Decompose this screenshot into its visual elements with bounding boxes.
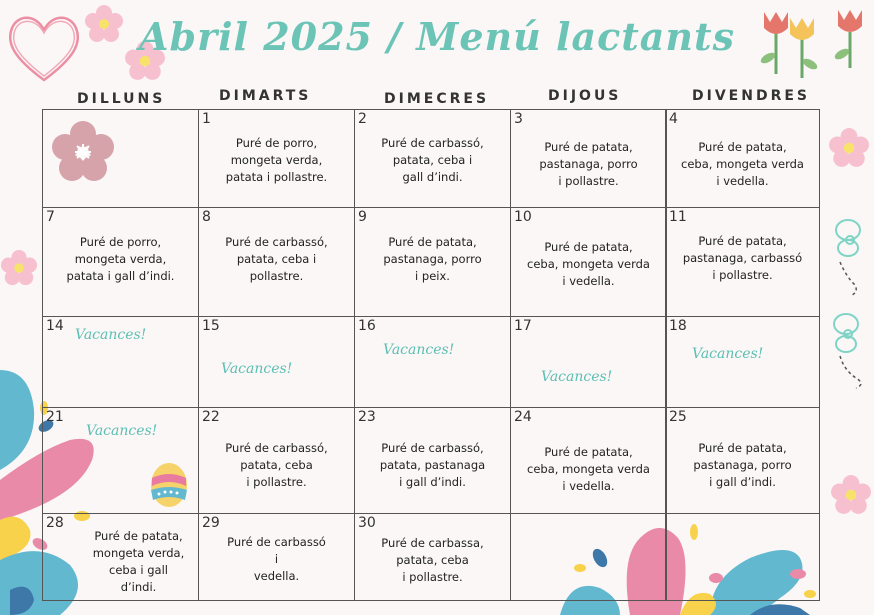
calendar-cell-empty (665, 513, 820, 601)
day-number: 24 (514, 409, 532, 425)
calendar-cell (354, 109, 511, 208)
menu-text: Puré de carbassó i vedella. (227, 535, 326, 583)
day-number: 14 (46, 318, 64, 334)
calendar-cell (198, 109, 355, 208)
calendar-cell (354, 207, 511, 317)
calendar-cell (354, 407, 511, 514)
menu-text: Puré de porro, mongeta verda, patata i pollastre. (225, 136, 328, 184)
day-header-wednesday: DIMECRES (384, 91, 490, 107)
holiday-label: Vacances! (541, 369, 613, 385)
day-number: 9 (358, 209, 367, 225)
calendar-cell (510, 407, 667, 514)
holiday-label: Vacances! (221, 361, 293, 377)
day-number: 10 (514, 209, 532, 225)
calendar-cell (354, 513, 511, 601)
day-number: 7 (46, 209, 55, 225)
menu-text: Puré de patata, pastanaga, carbassó i pollastre. (682, 234, 803, 282)
menu-text: Puré de patata, mongeta verda, ceba i gall d’indi. (92, 529, 185, 594)
menu-text: Puré de patata, pastanaga, porro i pollastre. (539, 140, 638, 188)
calendar-cell (510, 109, 667, 208)
calendar-cell (198, 316, 355, 408)
day-number: 3 (514, 111, 523, 127)
menu-text: Puré de patata, ceba, mongeta verda i vedella. (681, 140, 804, 188)
calendar-cell (198, 207, 355, 317)
calendar-cell (42, 407, 199, 514)
calendar-cell (42, 207, 199, 317)
flower-icon (828, 127, 870, 169)
day-number: 25 (669, 409, 687, 425)
calendar-cell (665, 316, 820, 408)
calendar-cell (42, 316, 199, 408)
holiday-label: Vacances! (692, 346, 764, 362)
day-number: 22 (202, 409, 220, 425)
flower-icon (51, 120, 115, 184)
day-header-tuesday: DIMARTS (219, 88, 312, 104)
day-number: 21 (46, 409, 64, 425)
holiday-label: Vacances! (86, 423, 158, 439)
calendar-grid (42, 109, 820, 601)
menu-text: Puré de carbassó, patata, ceba i pollastre. (225, 441, 328, 489)
calendar-cell (198, 407, 355, 514)
butterfly-icon (826, 304, 872, 390)
flower-icon (830, 474, 872, 516)
day-header-friday: DIVENDRES (692, 88, 810, 104)
menu-text: Puré de patata, pastanaga, porro i gall d’indi. (693, 441, 792, 489)
day-number: 8 (202, 209, 211, 225)
day-number: 28 (46, 515, 64, 531)
calendar-cell-empty (510, 513, 667, 601)
menu-text: Puré de carbassa, patata, ceba i pollastre. (381, 536, 484, 584)
calendar-cell (665, 407, 820, 514)
menu-text: Puré de carbassó, patata, pastanaga i gall d’indi. (379, 441, 486, 489)
day-number: 23 (358, 409, 376, 425)
butterfly-icon (826, 210, 872, 300)
day-number: 16 (358, 318, 376, 334)
day-number: 4 (669, 111, 678, 127)
menu-text: Puré de patata, ceba, mongeta verda i vedella. (527, 240, 650, 288)
menu-text: Puré de patata, pastanaga, porro i peix. (383, 235, 482, 283)
calendar-cell (510, 207, 667, 317)
day-number: 15 (202, 318, 220, 334)
calendar-cell (42, 513, 199, 601)
calendar-cell (665, 109, 820, 208)
day-number: 29 (202, 515, 220, 531)
menu-text: Puré de patata, ceba, mongeta verda i vedella. (527, 445, 650, 493)
day-number: 2 (358, 111, 367, 127)
day-number: 30 (358, 515, 376, 531)
day-number: 18 (669, 318, 687, 334)
flower-icon (0, 249, 38, 287)
holiday-label: Vacances! (383, 342, 455, 358)
day-number: 11 (669, 209, 687, 225)
calendar-cell (354, 316, 511, 408)
calendar-cell (665, 207, 820, 317)
day-header-thursday: DIJOUS (548, 88, 622, 104)
day-number: 17 (514, 318, 532, 334)
calendar-cell (510, 316, 667, 408)
day-number: 1 (202, 111, 211, 127)
menu-text: Puré de carbassó, patata, ceba i gall d’indi. (381, 136, 484, 184)
easter-egg-icon (149, 460, 189, 508)
holiday-label: Vacances! (75, 327, 147, 343)
calendar-cell (198, 513, 355, 601)
menu-text: Puré de porro, mongeta verda, patata i gall d’indi. (66, 235, 175, 283)
menu-text: Puré de carbassó, patata, ceba i pollastre. (225, 235, 328, 283)
calendar-cell-empty (42, 109, 199, 208)
day-header-monday: DILLUNS (77, 91, 166, 107)
page-title: Abril 2025 / Menú lactants (139, 14, 735, 59)
